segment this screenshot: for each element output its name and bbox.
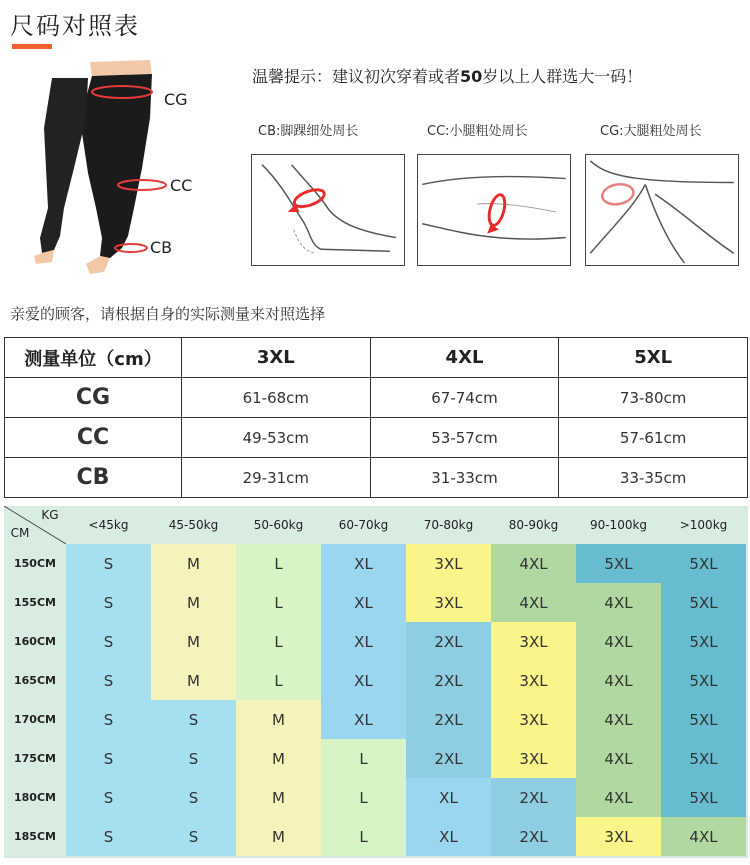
size-cell: 4XL: [576, 778, 661, 817]
size-cell: S: [66, 739, 151, 778]
cell-value: 67-74cm: [370, 378, 559, 418]
size-cell: 3XL: [491, 661, 576, 700]
title-underline: [12, 44, 52, 49]
leg-label-cb: CB: [150, 238, 173, 257]
size-cell: S: [66, 622, 151, 661]
size-cell: XL: [321, 700, 406, 739]
size-cell: 5XL: [576, 544, 661, 583]
tip-text: 温馨提示：建议初次穿着或者50岁以上人群选大一码！: [252, 67, 643, 86]
size-cell: L: [236, 583, 321, 622]
size-cell: M: [151, 622, 236, 661]
size-cell: XL: [321, 622, 406, 661]
size-cell: 3XL: [491, 700, 576, 739]
size-measurement-table: [4, 337, 748, 498]
leg-label-cg: CG: [164, 90, 188, 109]
height-label: 160CM: [14, 635, 56, 648]
cell-value: 53-57cm: [370, 418, 559, 458]
size-table-row-cb: [5, 458, 748, 498]
weight-header: 90-100kg: [589, 518, 648, 532]
size-cell: L: [321, 778, 406, 817]
size-cell: M: [236, 778, 321, 817]
calf-measure-illustration: [417, 154, 571, 266]
size-cell: 4XL: [576, 583, 661, 622]
caption-cg: CG:大腿粗处周长: [600, 124, 702, 139]
size-cell: L: [236, 661, 321, 700]
weight-header: >100kg: [679, 518, 728, 532]
stocking-leg-illustration: [30, 58, 200, 290]
corner-kg-label: KG: [41, 508, 59, 522]
size-cell: XL: [321, 583, 406, 622]
weight-header: 70-80kg: [423, 518, 474, 532]
weight-header: 80-90kg: [508, 518, 559, 532]
size-cell: 2XL: [406, 622, 491, 661]
size-cell: 3XL: [491, 739, 576, 778]
size-cell: 5XL: [661, 778, 746, 817]
height-label: 155CM: [14, 596, 56, 609]
height-label: 180CM: [14, 791, 56, 804]
caption-cc: CC:小腿粗处周长: [427, 124, 528, 139]
size-cell: S: [151, 700, 236, 739]
page-title: 尺码对照表: [10, 12, 140, 40]
size-cell: L: [236, 544, 321, 583]
size-cell: 4XL: [576, 739, 661, 778]
size-cell: M: [236, 739, 321, 778]
intro-text: 亲爱的顾客，请根据自身的实际测量来对照选择: [10, 305, 326, 323]
size-cell: 4XL: [491, 583, 576, 622]
size-cell: 5XL: [661, 544, 746, 583]
size-cell: S: [151, 817, 236, 856]
size-cell: M: [236, 817, 321, 856]
size-cell: 3XL: [406, 583, 491, 622]
cell-value: 31-33cm: [370, 458, 559, 498]
size-cell: 2XL: [406, 661, 491, 700]
cell-value: 49-53cm: [182, 418, 371, 458]
size-cell: 2XL: [406, 700, 491, 739]
corner-cm-label: CM: [10, 526, 30, 540]
weight-header: <45kg: [88, 518, 129, 532]
height-label: 175CM: [14, 752, 56, 765]
size-cell: 4XL: [576, 661, 661, 700]
size-cell: S: [66, 700, 151, 739]
height-label: 165CM: [14, 674, 56, 687]
size-cell: 4XL: [491, 544, 576, 583]
size-cell: 3XL: [576, 817, 661, 856]
size-cell: 3XL: [491, 622, 576, 661]
header-3xl: 3XL: [182, 338, 371, 378]
size-cell: 3XL: [406, 544, 491, 583]
weight-header: 45-50kg: [168, 518, 219, 532]
size-cell: 2XL: [491, 778, 576, 817]
size-cell: 2XL: [491, 817, 576, 856]
size-cell: S: [66, 778, 151, 817]
size-cell: S: [66, 817, 151, 856]
size-cell: M: [151, 544, 236, 583]
size-cell: 5XL: [661, 622, 746, 661]
cell-value: 33-35cm: [559, 458, 748, 498]
caption-cb: CB:脚踝细处周长: [258, 124, 359, 139]
height-weight-size-grid: [4, 506, 748, 858]
header-4xl: 4XL: [370, 338, 559, 378]
size-cell: L: [321, 739, 406, 778]
size-cell: 4XL: [661, 817, 746, 856]
size-cell: S: [66, 583, 151, 622]
cell-value: 29-31cm: [182, 458, 371, 498]
size-cell: S: [151, 739, 236, 778]
size-cell: 5XL: [661, 661, 746, 700]
leg-label-cc: CC: [170, 176, 193, 195]
size-table-row-cc: [5, 418, 748, 458]
row-label: CG: [5, 378, 182, 418]
row-label: CB: [5, 458, 182, 498]
ankle-measure-illustration: [251, 154, 405, 266]
size-cell: 4XL: [576, 622, 661, 661]
cell-value: 61-68cm: [182, 378, 371, 418]
size-table-header: [5, 338, 748, 378]
size-cell: M: [151, 661, 236, 700]
size-cell: S: [66, 661, 151, 700]
size-cell: 5XL: [661, 583, 746, 622]
size-cell: XL: [321, 544, 406, 583]
size-cell: S: [66, 544, 151, 583]
weight-header: 60-70kg: [338, 518, 389, 532]
size-cell: S: [151, 778, 236, 817]
size-cell: 5XL: [661, 700, 746, 739]
size-cell: 4XL: [576, 700, 661, 739]
size-cell: 5XL: [661, 739, 746, 778]
cell-value: 73-80cm: [559, 378, 748, 418]
size-cell: L: [236, 622, 321, 661]
size-cell: L: [321, 817, 406, 856]
header-unit: 测量单位（cm）: [5, 338, 182, 378]
cell-value: 57-61cm: [559, 418, 748, 458]
weight-header: 50-60kg: [253, 518, 304, 532]
size-cell: M: [151, 583, 236, 622]
height-label: 170CM: [14, 713, 56, 726]
row-label: CC: [5, 418, 182, 458]
size-cell: XL: [406, 778, 491, 817]
size-table-row-cg: [5, 378, 748, 418]
thigh-measure-illustration: [585, 154, 739, 266]
size-cell: XL: [406, 817, 491, 856]
height-label: 185CM: [14, 830, 56, 843]
size-cell: M: [236, 700, 321, 739]
header-5xl: 5XL: [559, 338, 748, 378]
size-cell: 2XL: [406, 739, 491, 778]
height-label: 150CM: [14, 557, 56, 570]
size-cell: XL: [321, 661, 406, 700]
